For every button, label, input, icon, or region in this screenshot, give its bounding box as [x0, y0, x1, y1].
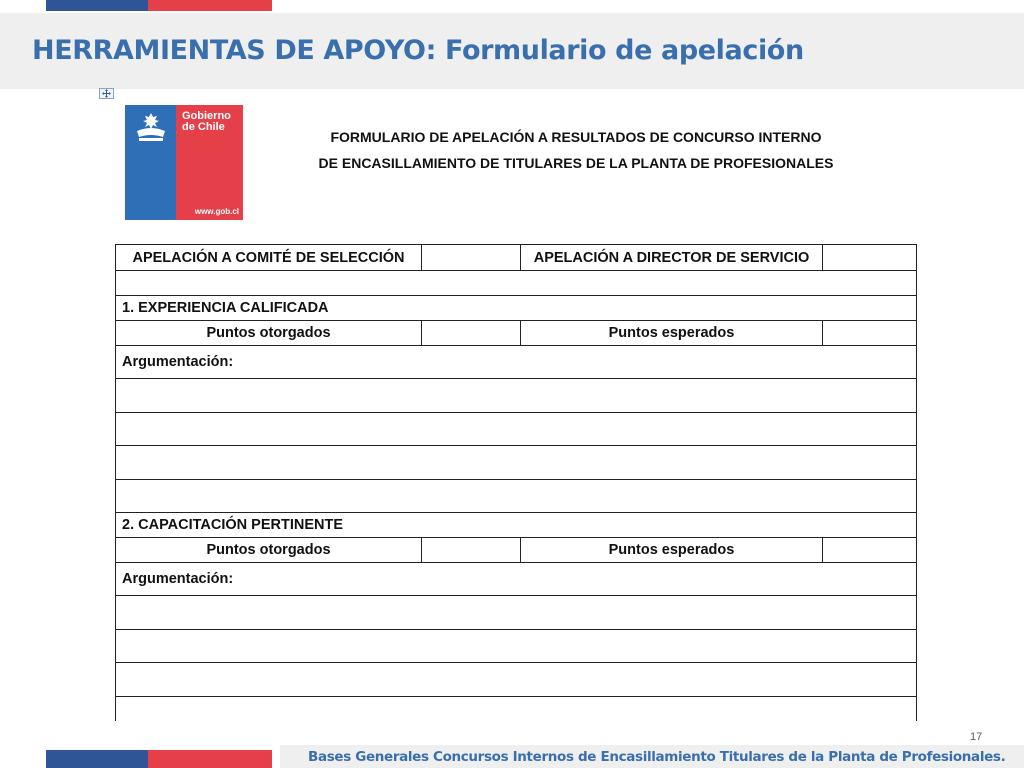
gobierno-de-chile-logo — [125, 105, 243, 220]
document-heading — [296, 124, 856, 176]
argument-line — [116, 480, 917, 513]
section-2-points-awarded-field[interactable] — [422, 538, 521, 563]
section-2-title: 2. CAPACITACIÓN PERTINENTE — [116, 513, 917, 538]
section-2-argument-label: Argumentación: — [116, 563, 917, 596]
appeal-committee-checkbox-cell[interactable] — [422, 245, 521, 271]
section-1-argument-line-1[interactable] — [116, 379, 917, 413]
section-1-argument-line-4[interactable] — [116, 480, 917, 513]
section-1-title: 1. EXPERIENCIA CALIFICADA — [116, 296, 917, 321]
bottom-stripe-blue — [46, 750, 148, 768]
logo-red-panel — [176, 105, 243, 220]
section-2-points-expected-label: Puntos esperados — [521, 538, 823, 563]
footer-text: Bases Generales Concursos Internos de Encasillamiento Titulares de la Planta de Profesionales. — [308, 749, 1006, 765]
argument-line — [116, 446, 917, 480]
section-title-row — [116, 296, 917, 321]
section-2-argument-line-2[interactable] — [116, 630, 917, 663]
logo-url: www.gob.cl — [194, 207, 239, 216]
section-1-argument-line-2[interactable] — [116, 413, 917, 446]
top-stripe-blue — [46, 0, 148, 11]
appeal-form-table — [115, 244, 917, 730]
section-1-points-awarded-label: Puntos otorgados — [116, 321, 422, 346]
logo-blue-panel — [125, 105, 176, 220]
section-title-row — [116, 513, 917, 538]
logo-text: Gobierno de Chile — [182, 110, 231, 133]
section-2-points-awarded-label: Puntos otorgados — [116, 538, 422, 563]
appeal-director-checkbox-cell[interactable] — [823, 245, 917, 271]
bottom-color-stripe — [46, 750, 272, 768]
section-1-points-expected-label: Puntos esperados — [521, 321, 823, 346]
page-number: 17 — [970, 731, 983, 743]
section-1-points-expected-field[interactable] — [823, 321, 917, 346]
argument-line — [116, 379, 917, 413]
section-1-argument-line-3[interactable] — [116, 446, 917, 480]
section-2-points-expected-field[interactable] — [823, 538, 917, 563]
appeal-type-row — [116, 245, 917, 271]
section-2-argument-line-3[interactable] — [116, 663, 917, 697]
top-color-stripe — [46, 0, 272, 11]
appeal-committee-label: APELACIÓN A COMITÉ DE SELECCIÓN — [116, 245, 422, 271]
argument-line — [116, 663, 917, 697]
document-heading-line1: FORMULARIO DE APELACIÓN A RESULTADOS DE CONCURSO INTERNO — [330, 129, 822, 145]
points-row — [116, 321, 917, 346]
points-row — [116, 538, 917, 563]
table-move-handle-icon[interactable] — [99, 88, 114, 99]
bottom-stripe-red — [148, 750, 272, 768]
slide-title: HERRAMIENTAS DE APOYO: Formulario de apelación — [32, 35, 804, 66]
argument-line — [116, 596, 917, 630]
spacer-row — [116, 271, 917, 296]
section-1-points-awarded-field[interactable] — [422, 321, 521, 346]
section-2-argument-line-1[interactable] — [116, 596, 917, 630]
title-bar — [0, 13, 1024, 89]
argument-line — [116, 413, 917, 446]
table-crop-mask — [100, 721, 930, 735]
spacer-cell — [116, 271, 917, 296]
appeal-director-label: APELACIÓN A DIRECTOR DE SERVICIO — [521, 245, 823, 271]
argument-label-row — [116, 346, 917, 379]
argument-line — [116, 630, 917, 663]
section-1-argument-label: Argumentación: — [116, 346, 917, 379]
argument-label-row — [116, 563, 917, 596]
coat-of-arms-icon — [133, 111, 169, 143]
document-heading-line2: DE ENCASILLAMIENTO DE TITULARES DE LA PLANTA DE PROFESIONALES — [318, 155, 834, 171]
top-stripe-red — [148, 0, 272, 11]
